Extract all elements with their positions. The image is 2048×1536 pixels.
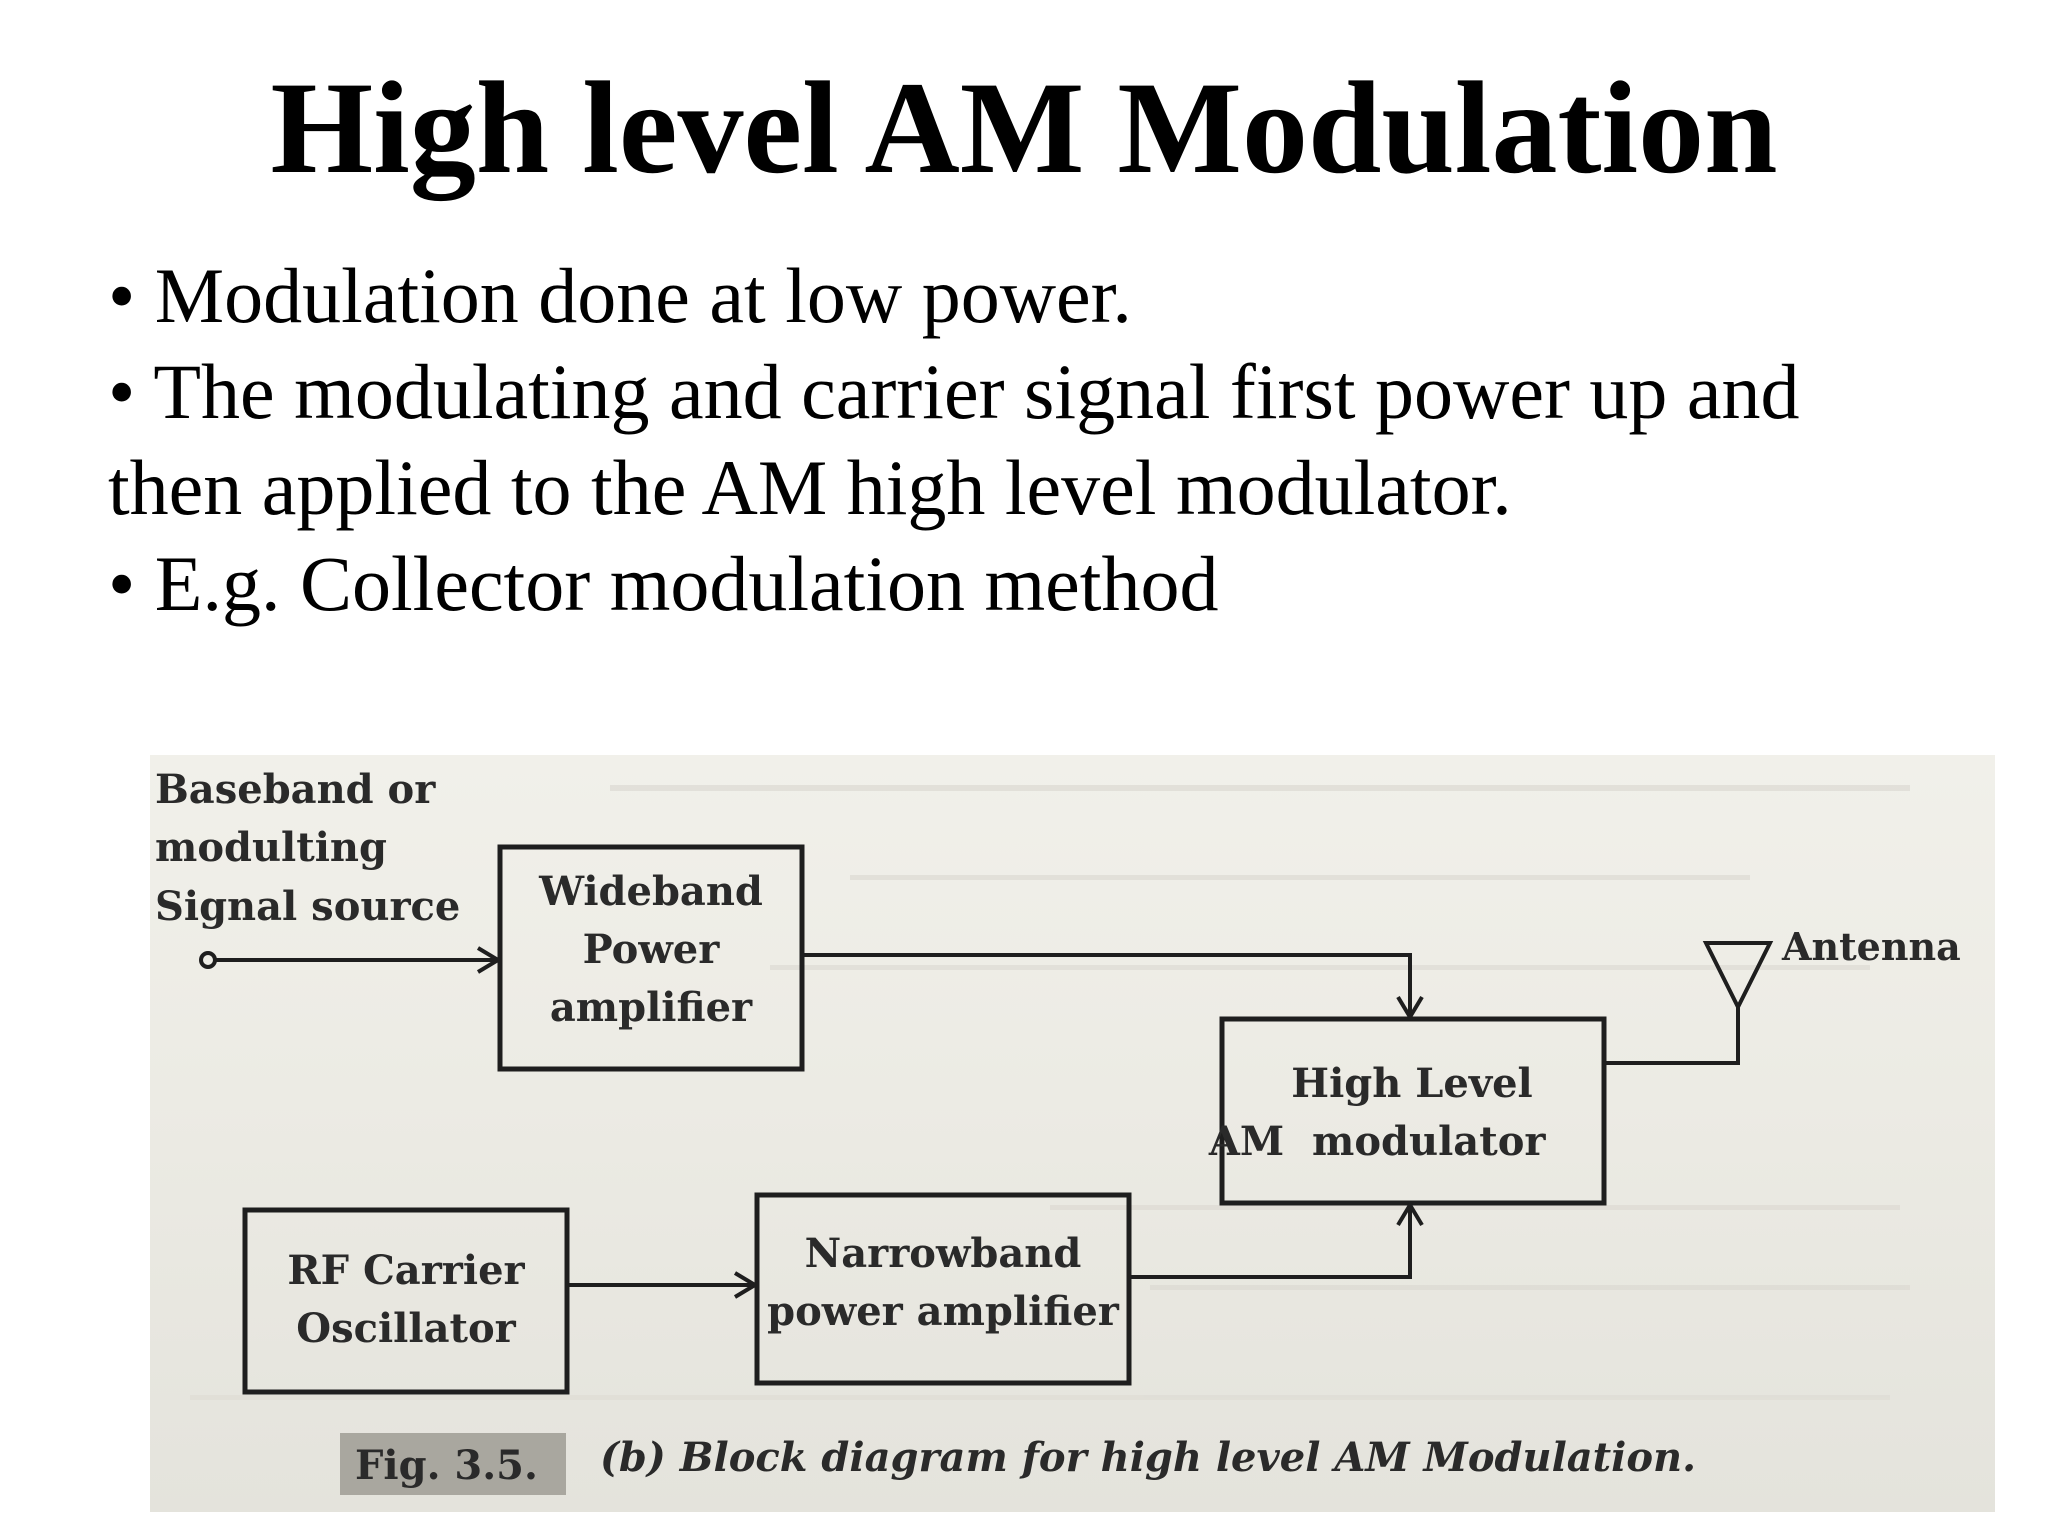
bullet-item: • The modulating and carrier signal first power up and — [108, 348, 1800, 435]
bullet-item: • Modulation done at low power. — [108, 252, 1132, 339]
source-label-line: modulting — [155, 824, 387, 871]
antenna-icon — [1706, 943, 1770, 1007]
high-level-modulator-block — [1222, 1019, 1604, 1203]
rf-carrier-oscillator-block — [245, 1210, 567, 1392]
caption-figure-number: Fig. 3.5. — [355, 1442, 538, 1489]
source-label-line: Signal source — [155, 883, 461, 930]
wideband-label: amplifier — [549, 984, 753, 1031]
block-diagram — [150, 755, 1995, 1512]
modulator-label: High Level — [1291, 1060, 1533, 1107]
wideband-label: Wideband — [539, 868, 763, 915]
wire-wideband-to-modulator — [802, 955, 1410, 1013]
rf-carrier-label: Oscillator — [296, 1305, 516, 1352]
narrowband-label: Narrowband — [804, 1230, 1082, 1277]
antenna-label: Antenna — [1782, 924, 1961, 969]
block-diagram-photo — [150, 755, 1995, 1512]
slide-title: High level AM Modulation — [270, 54, 1778, 201]
wire-narrowband-to-modulator — [1129, 1209, 1410, 1277]
rf-carrier-label: RF Carrier — [287, 1247, 525, 1294]
modulator-label: AM modulator — [1208, 1118, 1546, 1165]
narrowband-label: power amplifier — [767, 1288, 1119, 1335]
bullet-item: • E.g. Collector modulation method — [108, 540, 1219, 627]
wideband-label: Power — [582, 926, 720, 973]
source-terminal-icon — [201, 953, 215, 967]
wire-modulator-to-antenna — [1604, 1003, 1738, 1063]
source-label-line: Baseband or — [155, 766, 436, 813]
bullet-list — [108, 248, 1988, 632]
caption-text: (b) Block diagram for high level AM Modulation. — [600, 1434, 1697, 1481]
bullet-item: then applied to the AM high level modulator. — [108, 444, 1512, 531]
